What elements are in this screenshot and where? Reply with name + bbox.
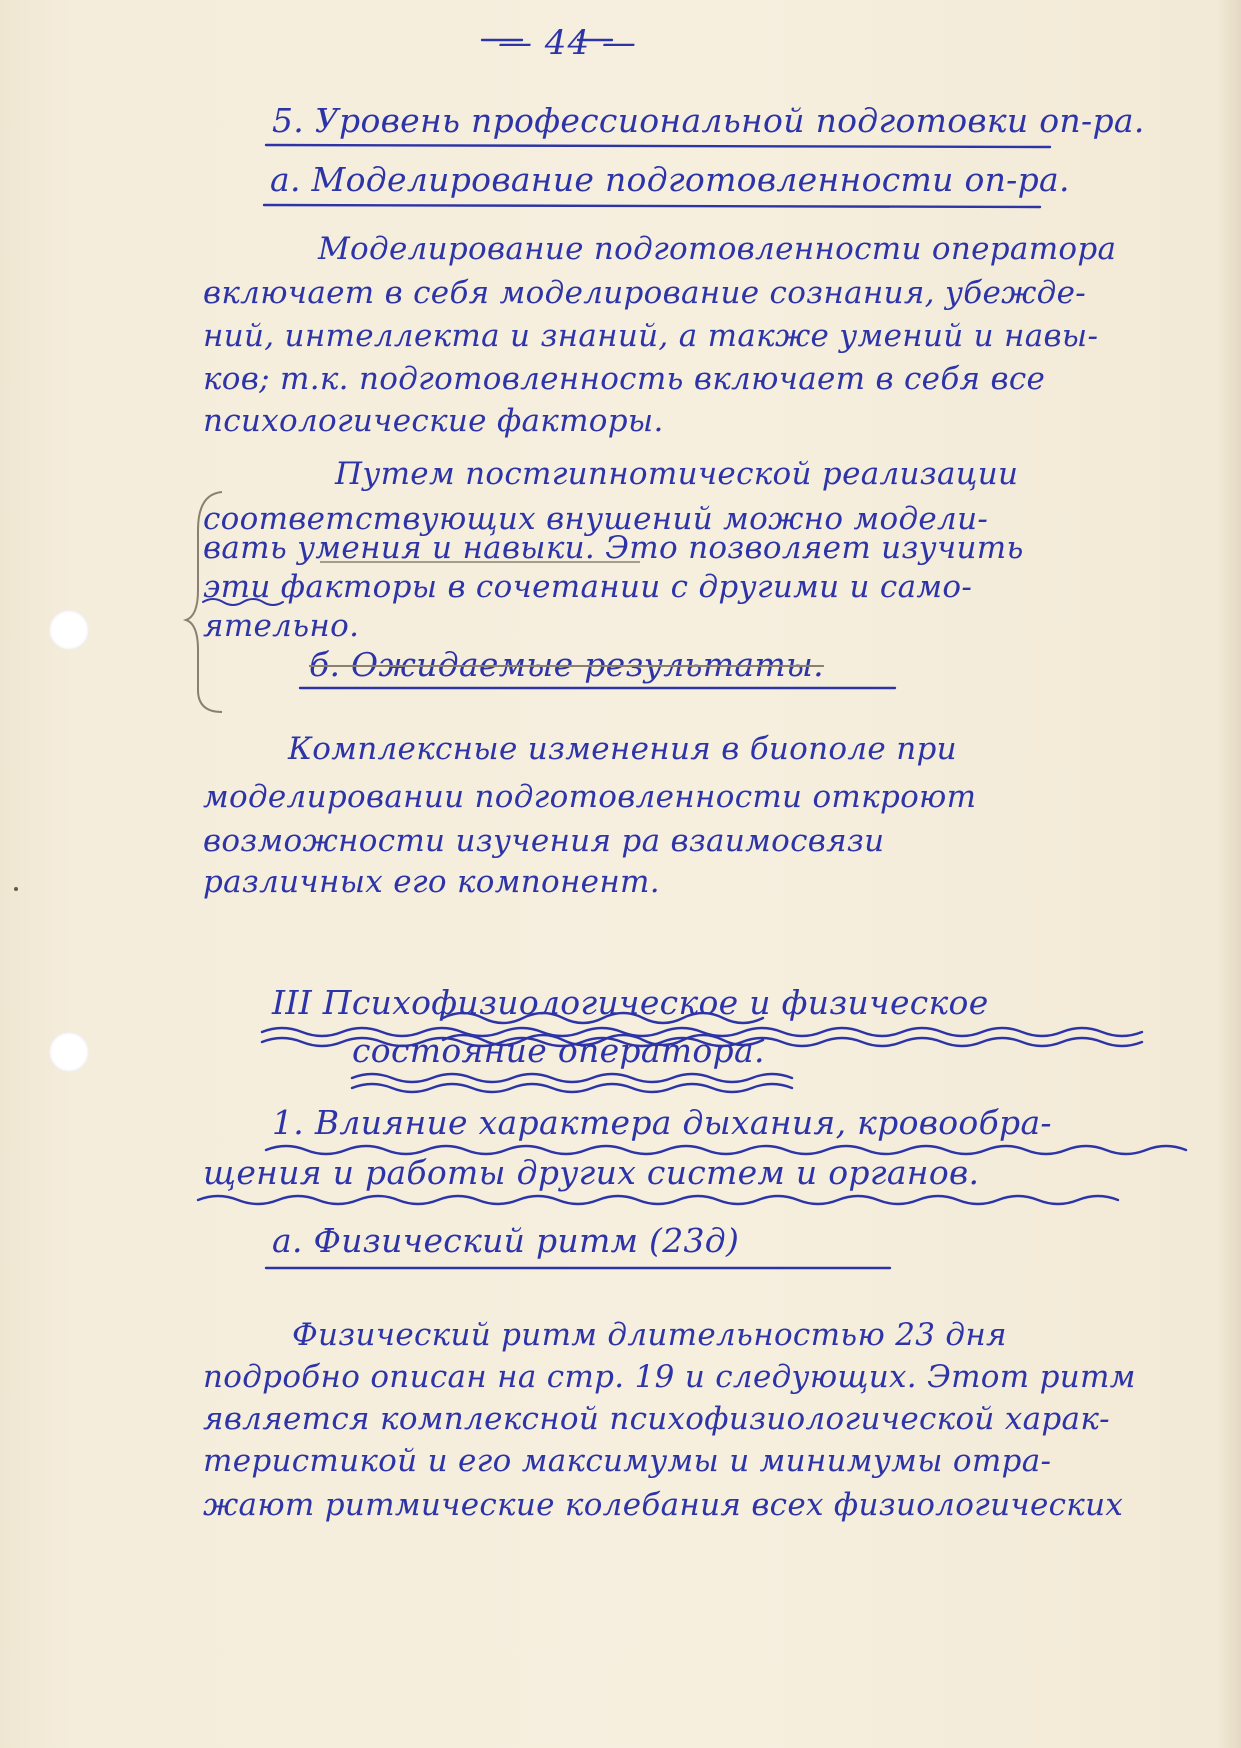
text-line: психологические факторы. [203,403,664,439]
punch-hole-lower [49,1032,89,1072]
text-line: возможности изучения ра взаимосвязи [203,823,885,859]
text-line: Моделирование подготовленности оператора [318,231,1117,267]
section-III-title: III Психофизиологическое и физическое [272,983,989,1022]
page-number: — 44 — [498,23,637,63]
section-1-title-cont: щения и работы других систем и органов. [203,1153,980,1192]
text-line: включает в себя моделирование сознания, убежде- [203,275,1087,311]
text-line: теристикой и его максимумы и минимумы отра- [203,1443,1052,1479]
text-line: моделировании подготовленности откроют [203,779,977,815]
text-line: Комплексные изменения в биополе при [288,731,957,767]
section-5-title: 5. Уровень профессиональной подготовки оп-ра. [272,101,1145,140]
text-line: ний, интеллекта и знаний, а также умений и навы- [203,318,1099,354]
text-line: эти факторы в сочетании с другими и само- [203,569,973,605]
section-III-title-cont: состояние оператора. [352,1031,765,1070]
text-line: ятельно. [203,608,360,644]
text-line: Путем постгипнотической реализации [335,456,1019,492]
text-line: подробно описан на стр. 19 и следующих. Этот ритм [203,1359,1136,1395]
text-line: различных его компонент. [203,864,660,900]
section-1-title: 1. Влияние характера дыхания, кровообра- [272,1103,1052,1142]
paper-edge-shadow [1217,0,1241,1748]
text-line: соответствующих внушений можно модели- [203,501,989,537]
paper-speck [14,887,18,891]
text-line: вать умения и навыки. Это позволяет изучить [203,530,1024,566]
text-line: ков; т.к. подготовленность включает в себя все [203,361,1046,397]
text-line: является комплексной психофизиологической харак- [203,1401,1110,1437]
section-1a-title: а. Физический ритм (23д) [272,1221,740,1260]
section-5b-title: б. Ожидаемые результаты. [309,645,824,684]
text-line: жают ритмические колебания всех физиологических [203,1487,1124,1523]
section-5a-title: а. Моделирование подготовленности оп-ра. [270,160,1070,199]
punch-hole-upper [49,610,89,650]
text-line: Физический ритм длительностью 23 дня [292,1317,1007,1353]
